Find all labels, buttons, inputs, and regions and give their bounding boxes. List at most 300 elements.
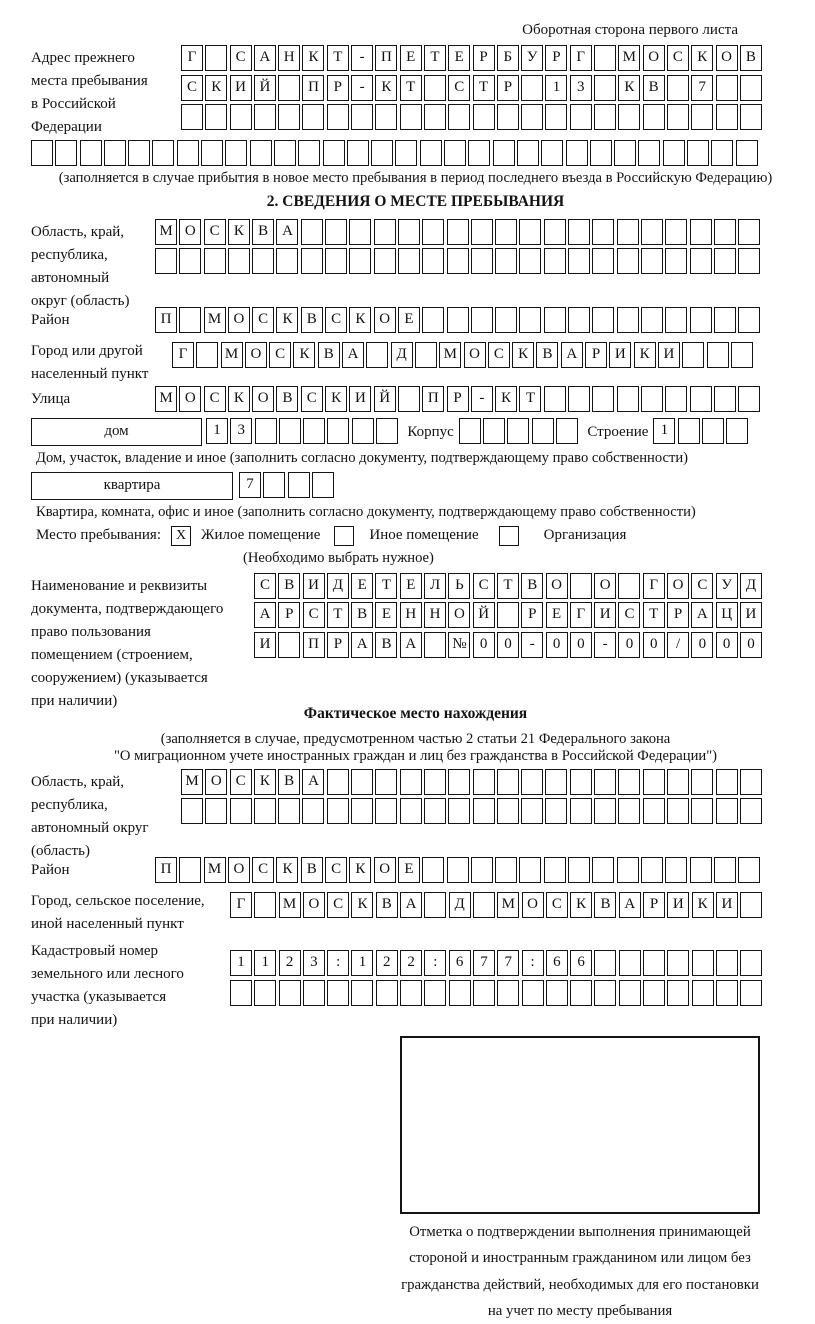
char-cell[interactable]	[415, 342, 437, 368]
char-cell[interactable]	[398, 219, 420, 245]
char-cell[interactable]: С	[181, 75, 203, 101]
char-cell[interactable]: М	[181, 769, 203, 795]
char-cell[interactable]: К	[205, 75, 227, 101]
char-cell[interactable]: В	[318, 342, 340, 368]
char-cell[interactable]: В	[276, 386, 298, 412]
char-cell[interactable]: К	[254, 769, 276, 795]
char-cell[interactable]: В	[594, 892, 616, 918]
char-cell[interactable]	[495, 857, 517, 883]
char-cell[interactable]: М	[155, 386, 177, 412]
char-cell[interactable]: Д	[391, 342, 413, 368]
char-cell[interactable]	[738, 248, 760, 274]
char-cell[interactable]: О	[522, 892, 544, 918]
char-cell[interactable]	[690, 386, 712, 412]
char-cell[interactable]: С	[252, 857, 274, 883]
char-cell[interactable]	[325, 248, 347, 274]
char-cell[interactable]: Г	[172, 342, 194, 368]
char-cell[interactable]: О	[228, 307, 250, 333]
char-cell[interactable]	[205, 104, 227, 130]
char-cell[interactable]: С	[230, 769, 252, 795]
char-cell[interactable]: В	[536, 342, 558, 368]
char-cell[interactable]: Т	[327, 602, 349, 628]
char-cell[interactable]: Р	[643, 892, 665, 918]
char-cell[interactable]	[667, 75, 689, 101]
char-cell[interactable]	[738, 219, 760, 245]
char-cell[interactable]: Т	[424, 45, 446, 71]
char-cell[interactable]	[376, 418, 398, 444]
char-cell[interactable]	[366, 342, 388, 368]
char-cell[interactable]: И	[594, 602, 616, 628]
char-cell[interactable]: С	[303, 602, 325, 628]
char-cell[interactable]	[349, 248, 371, 274]
char-cell[interactable]: С	[301, 386, 323, 412]
char-cell[interactable]: К	[691, 45, 713, 71]
char-cell[interactable]	[497, 980, 519, 1006]
char-cell[interactable]	[716, 798, 738, 824]
char-cell[interactable]: К	[276, 857, 298, 883]
char-cell[interactable]: 0	[546, 632, 568, 658]
char-cell[interactable]: 1	[254, 950, 276, 976]
char-cell[interactable]: Е	[448, 45, 470, 71]
char-cell[interactable]	[570, 980, 592, 1006]
char-cell[interactable]	[714, 386, 736, 412]
char-cell[interactable]	[400, 980, 422, 1006]
char-cell[interactable]	[279, 980, 301, 1006]
char-cell[interactable]	[447, 307, 469, 333]
char-cell[interactable]	[665, 248, 687, 274]
char-cell[interactable]: Р	[585, 342, 607, 368]
char-cell[interactable]	[323, 140, 345, 166]
char-cell[interactable]	[617, 248, 639, 274]
char-cell[interactable]	[702, 418, 724, 444]
char-cell[interactable]	[448, 104, 470, 130]
char-cell[interactable]	[400, 798, 422, 824]
char-cell[interactable]: А	[254, 45, 276, 71]
char-cell[interactable]: Й	[254, 75, 276, 101]
char-cell[interactable]	[594, 104, 616, 130]
char-cell[interactable]	[327, 418, 349, 444]
char-cell[interactable]	[665, 307, 687, 333]
char-cell[interactable]	[638, 140, 660, 166]
char-cell[interactable]: 0	[618, 632, 640, 658]
char-cell[interactable]: И	[609, 342, 631, 368]
char-cell[interactable]	[740, 104, 762, 130]
char-cell[interactable]: О	[374, 857, 396, 883]
char-cell[interactable]	[521, 104, 543, 130]
char-cell[interactable]: У	[716, 573, 738, 599]
char-cell[interactable]	[254, 798, 276, 824]
char-cell[interactable]: С	[691, 573, 713, 599]
char-cell[interactable]	[351, 980, 373, 1006]
char-cell[interactable]	[263, 472, 285, 498]
char-cell[interactable]: Т	[327, 45, 349, 71]
char-cell[interactable]: Т	[519, 386, 541, 412]
char-cell[interactable]	[497, 798, 519, 824]
char-cell[interactable]	[278, 798, 300, 824]
char-cell[interactable]	[495, 219, 517, 245]
char-cell[interactable]	[230, 980, 252, 1006]
char-cell[interactable]: -	[594, 632, 616, 658]
char-cell[interactable]	[278, 632, 300, 658]
char-cell[interactable]: К	[349, 857, 371, 883]
char-cell[interactable]	[352, 418, 374, 444]
char-cell[interactable]	[196, 342, 218, 368]
char-cell[interactable]	[614, 140, 636, 166]
char-cell[interactable]	[448, 769, 470, 795]
char-cell[interactable]: 2	[279, 950, 301, 976]
char-cell[interactable]: М	[439, 342, 461, 368]
char-cell[interactable]	[422, 219, 444, 245]
char-cell[interactable]	[497, 104, 519, 130]
char-cell[interactable]	[519, 307, 541, 333]
char-cell[interactable]	[179, 248, 201, 274]
char-cell[interactable]	[716, 104, 738, 130]
char-cell[interactable]	[665, 386, 687, 412]
char-cell[interactable]: К	[349, 307, 371, 333]
char-cell[interactable]: О	[546, 573, 568, 599]
char-cell[interactable]	[667, 798, 689, 824]
checkbox-org[interactable]	[499, 526, 519, 546]
char-cell[interactable]: Й	[374, 386, 396, 412]
char-cell[interactable]	[279, 418, 301, 444]
char-cell[interactable]	[179, 857, 201, 883]
char-cell[interactable]: К	[293, 342, 315, 368]
char-cell[interactable]: С	[204, 219, 226, 245]
char-cell[interactable]	[594, 950, 616, 976]
char-cell[interactable]: Ь	[448, 573, 470, 599]
char-cell[interactable]	[521, 798, 543, 824]
char-cell[interactable]	[544, 857, 566, 883]
char-cell[interactable]	[278, 75, 300, 101]
char-cell[interactable]: К	[325, 386, 347, 412]
char-cell[interactable]: Е	[400, 573, 422, 599]
char-cell[interactable]	[618, 573, 640, 599]
char-cell[interactable]: А	[400, 892, 422, 918]
char-cell[interactable]	[618, 104, 640, 130]
char-cell[interactable]: А	[691, 602, 713, 628]
char-cell[interactable]	[736, 140, 758, 166]
char-cell[interactable]: С	[488, 342, 510, 368]
char-cell[interactable]	[740, 950, 762, 976]
char-cell[interactable]	[473, 798, 495, 824]
char-cell[interactable]	[301, 219, 323, 245]
char-cell[interactable]	[716, 769, 738, 795]
char-cell[interactable]	[519, 857, 541, 883]
char-cell[interactable]: В	[252, 219, 274, 245]
char-cell[interactable]	[643, 980, 665, 1006]
char-cell[interactable]: О	[643, 45, 665, 71]
char-cell[interactable]	[155, 248, 177, 274]
char-cell[interactable]	[592, 307, 614, 333]
char-cell[interactable]: К	[570, 892, 592, 918]
char-cell[interactable]	[545, 104, 567, 130]
char-cell[interactable]: 1	[206, 418, 228, 444]
char-cell[interactable]	[716, 950, 738, 976]
char-cell[interactable]	[726, 418, 748, 444]
char-cell[interactable]	[371, 140, 393, 166]
char-cell[interactable]	[594, 798, 616, 824]
char-cell[interactable]	[532, 418, 554, 444]
char-cell[interactable]	[104, 140, 126, 166]
char-cell[interactable]: С	[448, 75, 470, 101]
char-cell[interactable]: М	[204, 307, 226, 333]
char-cell[interactable]	[303, 980, 325, 1006]
char-cell[interactable]: И	[658, 342, 680, 368]
apartment-wide-field[interactable]: квартира	[31, 472, 233, 500]
char-cell[interactable]	[375, 769, 397, 795]
char-cell[interactable]: Д	[740, 573, 762, 599]
char-cell[interactable]: 2	[400, 950, 422, 976]
char-cell[interactable]	[570, 573, 592, 599]
char-cell[interactable]: К	[512, 342, 534, 368]
char-cell[interactable]: 0	[473, 632, 495, 658]
char-cell[interactable]	[204, 248, 226, 274]
char-cell[interactable]: С	[269, 342, 291, 368]
char-cell[interactable]: О	[594, 573, 616, 599]
char-cell[interactable]	[522, 980, 544, 1006]
char-cell[interactable]: О	[448, 602, 470, 628]
char-cell[interactable]: М	[618, 45, 640, 71]
char-cell[interactable]	[691, 798, 713, 824]
char-cell[interactable]	[327, 769, 349, 795]
char-cell[interactable]	[641, 386, 663, 412]
char-cell[interactable]	[473, 769, 495, 795]
char-cell[interactable]: 1	[351, 950, 373, 976]
char-cell[interactable]	[521, 769, 543, 795]
char-cell[interactable]	[566, 140, 588, 166]
char-cell[interactable]: Е	[546, 602, 568, 628]
char-cell[interactable]: Р	[667, 602, 689, 628]
char-cell[interactable]	[225, 140, 247, 166]
char-cell[interactable]: О	[245, 342, 267, 368]
char-cell[interactable]	[618, 798, 640, 824]
char-cell[interactable]: 3	[303, 950, 325, 976]
char-cell[interactable]	[617, 857, 639, 883]
char-cell[interactable]: И	[667, 892, 689, 918]
char-cell[interactable]	[641, 307, 663, 333]
char-cell[interactable]: Т	[643, 602, 665, 628]
char-cell[interactable]	[740, 980, 762, 1006]
char-cell[interactable]	[592, 219, 614, 245]
char-cell[interactable]: -	[521, 632, 543, 658]
char-cell[interactable]	[201, 140, 223, 166]
char-cell[interactable]	[738, 307, 760, 333]
char-cell[interactable]	[303, 418, 325, 444]
char-cell[interactable]	[422, 307, 444, 333]
char-cell[interactable]: 0	[497, 632, 519, 658]
char-cell[interactable]	[375, 104, 397, 130]
char-cell[interactable]	[55, 140, 77, 166]
char-cell[interactable]	[619, 980, 641, 1006]
char-cell[interactable]: Т	[375, 573, 397, 599]
char-cell[interactable]: А	[619, 892, 641, 918]
char-cell[interactable]: Н	[424, 602, 446, 628]
char-cell[interactable]	[690, 307, 712, 333]
char-cell[interactable]: В	[301, 857, 323, 883]
char-cell[interactable]: Л	[424, 573, 446, 599]
char-cell[interactable]: С	[325, 307, 347, 333]
char-cell[interactable]	[690, 248, 712, 274]
char-cell[interactable]: :	[522, 950, 544, 976]
char-cell[interactable]	[568, 386, 590, 412]
char-cell[interactable]	[422, 857, 444, 883]
char-cell[interactable]	[351, 798, 373, 824]
char-cell[interactable]: О	[228, 857, 250, 883]
char-cell[interactable]: П	[375, 45, 397, 71]
char-cell[interactable]: О	[303, 892, 325, 918]
char-cell[interactable]: Г	[643, 573, 665, 599]
char-cell[interactable]	[302, 104, 324, 130]
char-cell[interactable]	[497, 769, 519, 795]
char-cell[interactable]: Б	[497, 45, 519, 71]
checkbox-inoe[interactable]	[334, 526, 354, 546]
char-cell[interactable]: Й	[473, 602, 495, 628]
char-cell[interactable]	[288, 472, 310, 498]
char-cell[interactable]	[312, 472, 334, 498]
char-cell[interactable]	[255, 418, 277, 444]
char-cell[interactable]	[471, 857, 493, 883]
char-cell[interactable]: Р	[327, 632, 349, 658]
char-cell[interactable]: П	[302, 75, 324, 101]
char-cell[interactable]	[568, 219, 590, 245]
char-cell[interactable]: О	[716, 45, 738, 71]
char-cell[interactable]: С	[204, 386, 226, 412]
char-cell[interactable]	[448, 798, 470, 824]
house-wide-field[interactable]: дом	[31, 418, 202, 446]
char-cell[interactable]	[424, 632, 446, 658]
char-cell[interactable]	[594, 980, 616, 1006]
char-cell[interactable]	[422, 248, 444, 274]
char-cell[interactable]: К	[495, 386, 517, 412]
char-cell[interactable]	[641, 219, 663, 245]
char-cell[interactable]: К	[618, 75, 640, 101]
char-cell[interactable]	[80, 140, 102, 166]
char-cell[interactable]: О	[179, 219, 201, 245]
char-cell[interactable]	[351, 769, 373, 795]
char-cell[interactable]: У	[521, 45, 543, 71]
char-cell[interactable]: И	[303, 573, 325, 599]
char-cell[interactable]	[31, 140, 53, 166]
char-cell[interactable]	[568, 307, 590, 333]
char-cell[interactable]	[177, 140, 199, 166]
char-cell[interactable]	[327, 104, 349, 130]
char-cell[interactable]	[228, 248, 250, 274]
char-cell[interactable]	[444, 140, 466, 166]
char-cell[interactable]: 1	[230, 950, 252, 976]
char-cell[interactable]	[544, 248, 566, 274]
char-cell[interactable]: :	[424, 950, 446, 976]
char-cell[interactable]: 7	[497, 950, 519, 976]
char-cell[interactable]	[619, 950, 641, 976]
char-cell[interactable]	[570, 798, 592, 824]
char-cell[interactable]	[692, 950, 714, 976]
char-cell[interactable]: М	[221, 342, 243, 368]
char-cell[interactable]	[667, 769, 689, 795]
char-cell[interactable]: М	[497, 892, 519, 918]
char-cell[interactable]: А	[342, 342, 364, 368]
char-cell[interactable]: Т	[497, 573, 519, 599]
char-cell[interactable]: И	[254, 632, 276, 658]
char-cell[interactable]: 1	[545, 75, 567, 101]
char-cell[interactable]: С	[230, 45, 252, 71]
char-cell[interactable]	[278, 104, 300, 130]
char-cell[interactable]	[568, 857, 590, 883]
char-cell[interactable]	[495, 307, 517, 333]
char-cell[interactable]: 0	[716, 632, 738, 658]
char-cell[interactable]: Р	[327, 75, 349, 101]
char-cell[interactable]	[325, 219, 347, 245]
char-cell[interactable]: Р	[497, 75, 519, 101]
char-cell[interactable]: 7	[691, 75, 713, 101]
char-cell[interactable]	[230, 798, 252, 824]
char-cell[interactable]	[592, 857, 614, 883]
char-cell[interactable]: О	[374, 307, 396, 333]
char-cell[interactable]	[716, 75, 738, 101]
char-cell[interactable]	[714, 307, 736, 333]
char-cell[interactable]	[152, 140, 174, 166]
char-cell[interactable]	[376, 980, 398, 1006]
char-cell[interactable]: Е	[400, 45, 422, 71]
char-cell[interactable]	[519, 219, 541, 245]
char-cell[interactable]	[667, 980, 689, 1006]
char-cell[interactable]	[740, 798, 762, 824]
char-cell[interactable]	[473, 104, 495, 130]
char-cell[interactable]: 6	[570, 950, 592, 976]
char-cell[interactable]	[617, 386, 639, 412]
char-cell[interactable]: А	[561, 342, 583, 368]
char-cell[interactable]: Т	[473, 75, 495, 101]
char-cell[interactable]	[641, 248, 663, 274]
char-cell[interactable]	[347, 140, 369, 166]
char-cell[interactable]: -	[351, 75, 373, 101]
char-cell[interactable]: И	[716, 892, 738, 918]
char-cell[interactable]	[740, 769, 762, 795]
char-cell[interactable]	[691, 769, 713, 795]
char-cell[interactable]: О	[252, 386, 274, 412]
char-cell[interactable]	[395, 140, 417, 166]
char-cell[interactable]	[714, 248, 736, 274]
char-cell[interactable]: В	[351, 602, 373, 628]
char-cell[interactable]	[493, 140, 515, 166]
char-cell[interactable]: С	[252, 307, 274, 333]
char-cell[interactable]: -	[471, 386, 493, 412]
char-cell[interactable]: М	[279, 892, 301, 918]
char-cell[interactable]: О	[205, 769, 227, 795]
char-cell[interactable]	[181, 798, 203, 824]
char-cell[interactable]	[691, 104, 713, 130]
char-cell[interactable]: М	[204, 857, 226, 883]
char-cell[interactable]	[250, 140, 272, 166]
char-cell[interactable]: Р	[521, 602, 543, 628]
char-cell[interactable]	[740, 75, 762, 101]
char-cell[interactable]: К	[351, 892, 373, 918]
char-cell[interactable]: :	[327, 950, 349, 976]
char-cell[interactable]: К	[302, 45, 324, 71]
char-cell[interactable]: 0	[691, 632, 713, 658]
char-cell[interactable]	[230, 104, 252, 130]
char-cell[interactable]: С	[667, 45, 689, 71]
char-cell[interactable]: А	[276, 219, 298, 245]
char-cell[interactable]	[738, 386, 760, 412]
char-cell[interactable]	[351, 104, 373, 130]
char-cell[interactable]	[663, 140, 685, 166]
char-cell[interactable]	[274, 140, 296, 166]
char-cell[interactable]: Н	[278, 45, 300, 71]
char-cell[interactable]: Н	[400, 602, 422, 628]
char-cell[interactable]	[327, 980, 349, 1006]
char-cell[interactable]: П	[422, 386, 444, 412]
char-cell[interactable]	[302, 798, 324, 824]
